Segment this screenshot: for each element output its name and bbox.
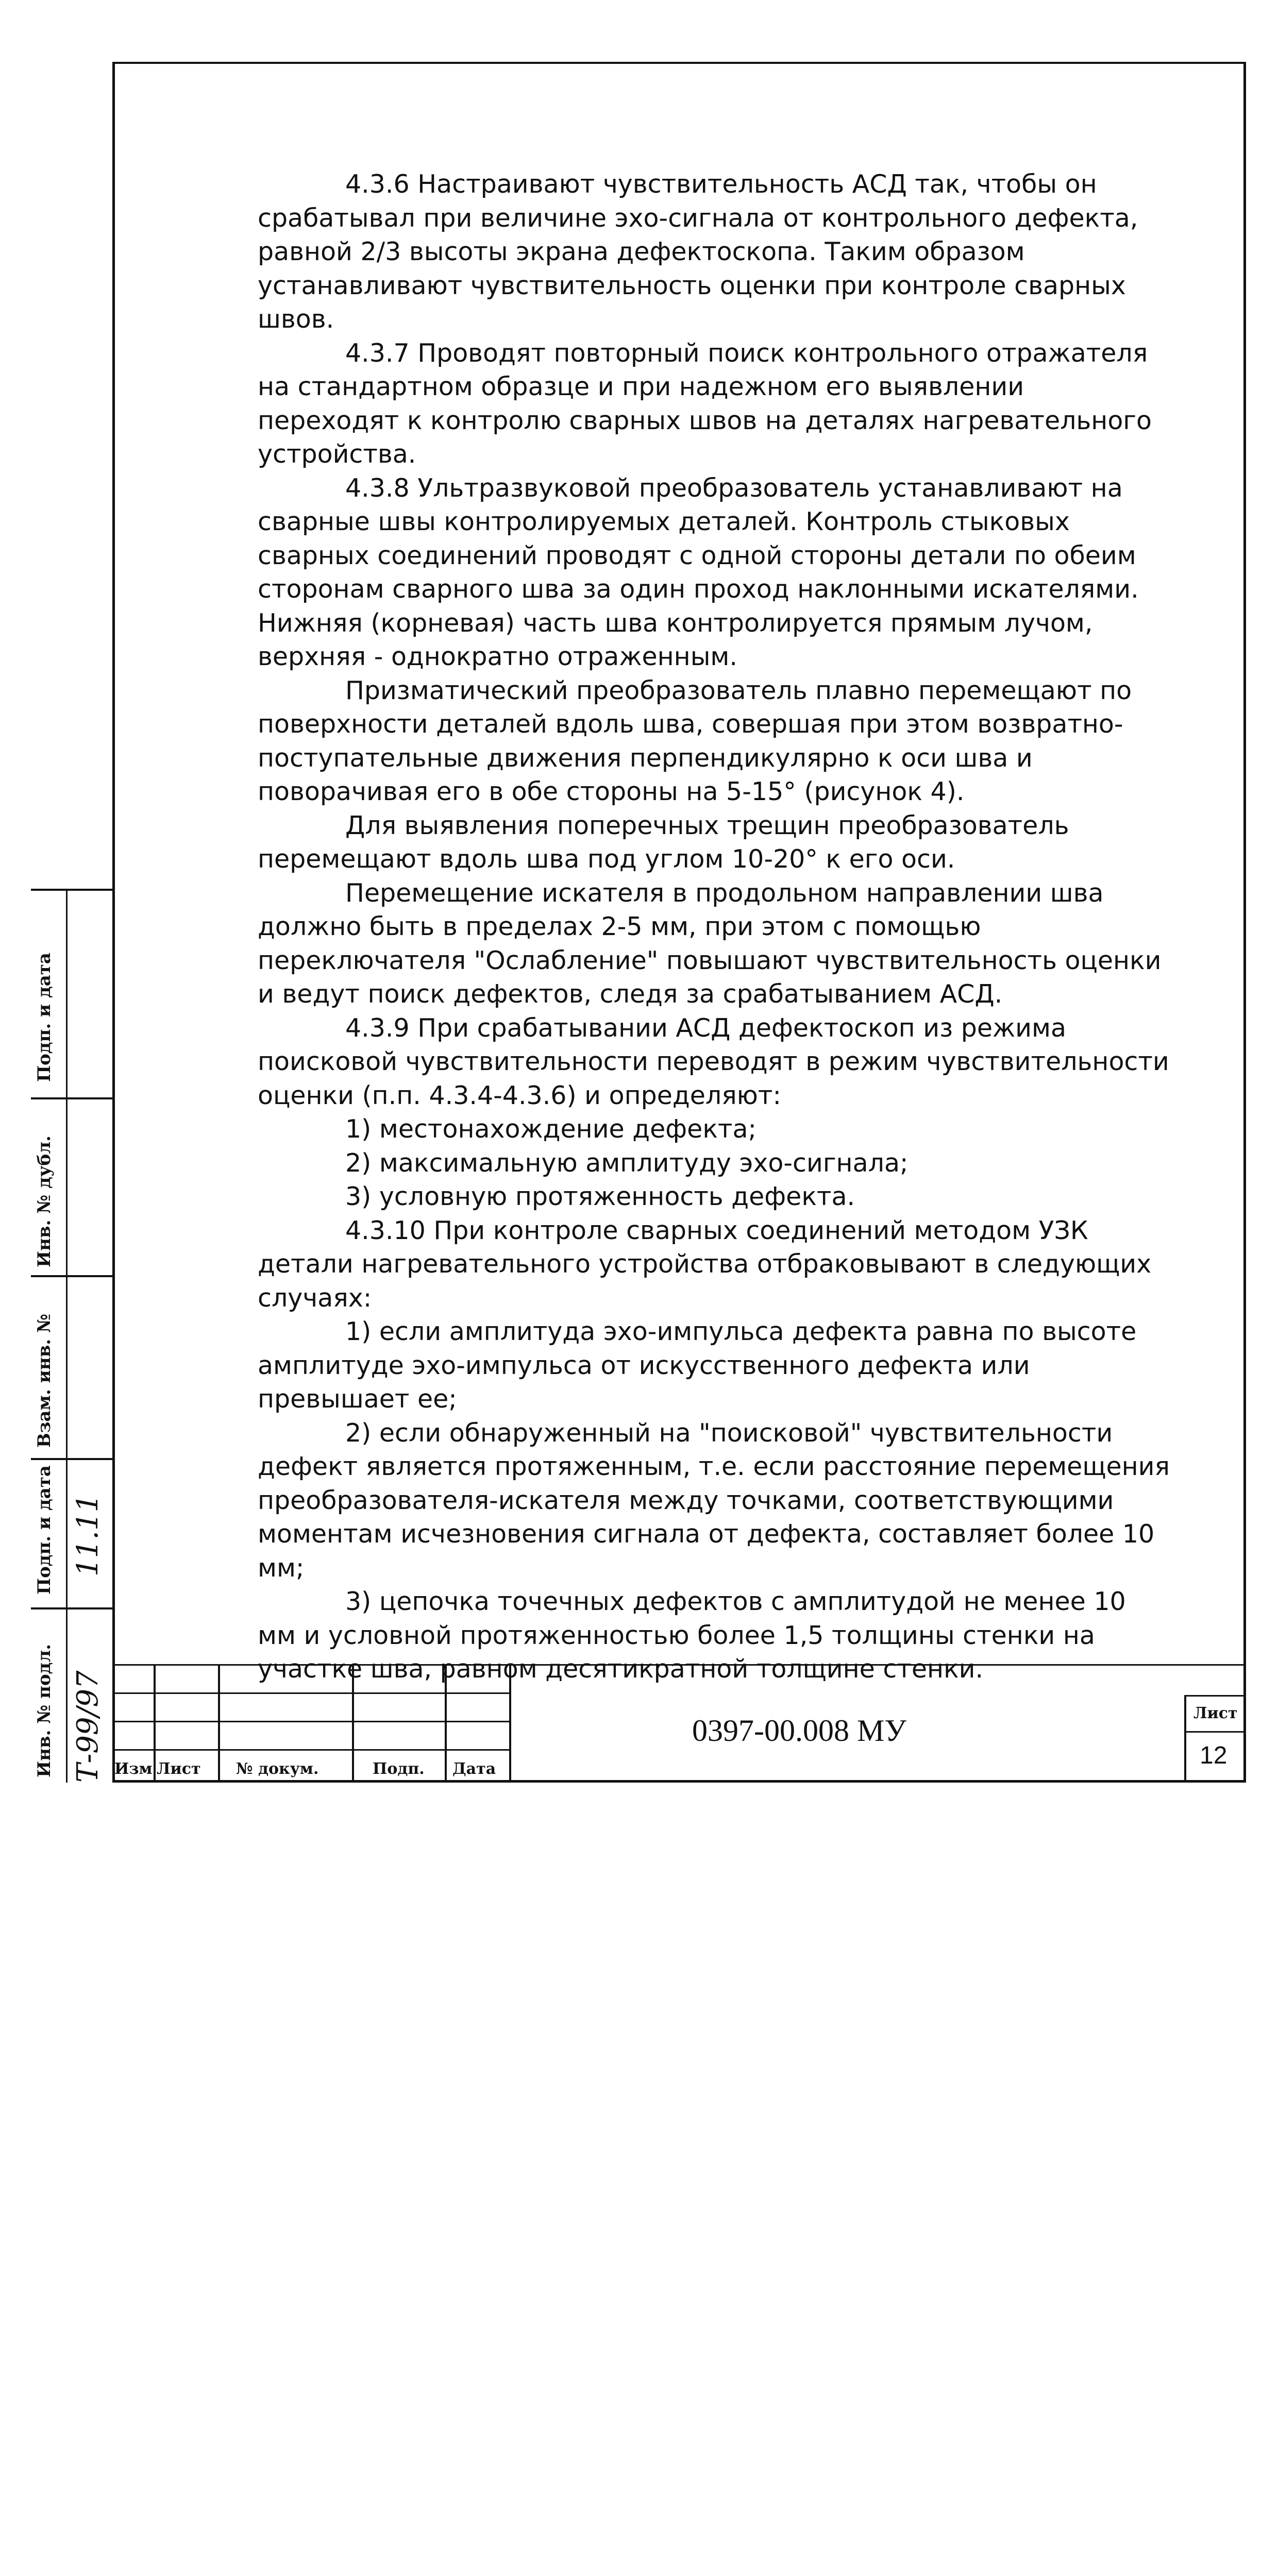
paragraph: Для выявления поперечных трещин преобразователь перемещают вдоль шва под углом 10-20° к его оси. bbox=[258, 810, 1069, 874]
side-stamp-sep-4 bbox=[31, 1607, 113, 1609]
paragraph: 4.3.10 При контроле сварных соединений методом УЗК детали нагревательного устройства отбраковывают в следующих случаях: bbox=[258, 1215, 1152, 1313]
paragraph: 2) если обнаруженный на "поисковой" чувствительности дефект является протяженным, т.е. если расстояние перемещения преобразователя-искателя между точками, соответствующими моментам исчезновения сигнала от дефекта, составляет более 10 мм; bbox=[258, 1418, 1170, 1583]
inv-dubl-label: Инв. № дубл. bbox=[34, 1135, 55, 1267]
side-stamp-sep-3 bbox=[31, 1458, 113, 1460]
paragraph: 3) цепочка точечных дефектов с амплитудой не менее 10 мм и условной протяженностью более 1,5 толщины стенки на участке шва, равном десятикратной толщине стенки. bbox=[258, 1587, 1126, 1684]
title-block bbox=[112, 1664, 1246, 1783]
tb-top-line bbox=[112, 1664, 1246, 1666]
document-code: 0397-00.008 МУ bbox=[692, 1714, 906, 1748]
date-handwritten: 11.11 bbox=[71, 1494, 105, 1577]
paragraph: 4.3.8 Ультразвуковой преобразователь устанавливают на сварные швы контролируемых деталей. Контроль стыковых сварных соединений проводят с одной стороны детали по обеим сторонам сварного шва за один проход наклонными искателями. Нижняя (корневая) часть шва контролируется прямым лучом, верхняя - однократно отраженным. bbox=[258, 473, 1139, 671]
col-data-label: Дата bbox=[452, 1760, 496, 1778]
podp-data-label-1: Подп. и дата bbox=[34, 1465, 55, 1595]
tb-col-line-1 bbox=[154, 1664, 156, 1783]
tb-col-line-5 bbox=[509, 1664, 511, 1783]
tb-col-line-3 bbox=[352, 1664, 354, 1783]
side-stamp-sep-1 bbox=[31, 1097, 113, 1099]
podp-data-label-2: Подп. и дата bbox=[34, 953, 55, 1082]
inv-podl-label: Инв. № подл. bbox=[34, 1643, 55, 1777]
paragraph: Призматический преобразователь плавно перемещают по поверхности деталей вдоль шва, совершая при этом возвратно-поступательные движения перпендикулярно к оси шва и поворачивая его в обе стороны на 5-15° (рисунок 4). bbox=[258, 675, 1132, 806]
inv-number-handwritten: Т-99/97 bbox=[71, 1670, 105, 1783]
vzam-inv-label: Взам. инв. № bbox=[34, 1313, 55, 1448]
tb-row-line-3 bbox=[112, 1749, 509, 1751]
paragraph: Перемещение искателя в продольном направлении шва должно быть в пределах 2-5 мм, при этом с помощью переключателя "Ослабление" повышают чувствительность оценки и ведут поиск дефектов, следя за срабатыванием АСД. bbox=[258, 878, 1162, 1009]
col-list-label: Лист bbox=[157, 1760, 201, 1778]
side-stamp-divider bbox=[66, 889, 68, 1783]
list-item: 2) максимальную амплитуду эхо-сигнала; bbox=[345, 1148, 909, 1178]
paragraph: 1) если амплитуда эхо-импульса дефекта равна по высоте амплитуде эхо-импульса от искусственного дефекта или превышает ее; bbox=[258, 1317, 1137, 1414]
paragraph: 4.3.6 Настраивают чувствительность АСД так, чтобы он срабатывал при величине эхо-сигнала от контрольного дефекта, равной 2/3 высоты экрана дефектоскопа. Таким образом устанавливают чувствительность оценки при контроле сварных швов. bbox=[258, 170, 1138, 334]
paragraph: 4.3.9 При срабатывании АСД дефектоскоп из режима поисковой чувствительности переводят в режим чувствительности оценки (п.п. 4.3.4-4.3.6) и определяют: bbox=[258, 1013, 1169, 1110]
list-item: 1) местонахождение дефекта; bbox=[345, 1114, 756, 1144]
paragraph: 4.3.7 Проводят повторный поиск контрольного отражателя на стандартном образце и при надежном его выявлении переходят к контролю сварных швов на деталях нагревательного устройства. bbox=[258, 338, 1152, 469]
tb-row-line-2 bbox=[112, 1721, 509, 1722]
tb-sheet-line bbox=[1184, 1695, 1186, 1783]
tb-col-line-2 bbox=[218, 1664, 220, 1783]
tb-sheet-top bbox=[1184, 1695, 1246, 1697]
side-stamp-sep-2 bbox=[31, 1275, 113, 1277]
sheet-label: Лист bbox=[1193, 1704, 1238, 1722]
list-item: 3) условную протяженность дефекта. bbox=[345, 1182, 855, 1211]
tb-sheet-mid bbox=[1184, 1731, 1246, 1733]
col-doc-label: № докум. bbox=[236, 1760, 319, 1778]
tb-col-line-4 bbox=[445, 1664, 447, 1783]
col-podp-label: Подп. bbox=[373, 1760, 425, 1778]
tb-row-line-1 bbox=[112, 1692, 509, 1694]
col-izm-label: Изм bbox=[114, 1760, 153, 1778]
sheet-number: 12 bbox=[1200, 1742, 1227, 1769]
document-body bbox=[258, 167, 1170, 1686]
